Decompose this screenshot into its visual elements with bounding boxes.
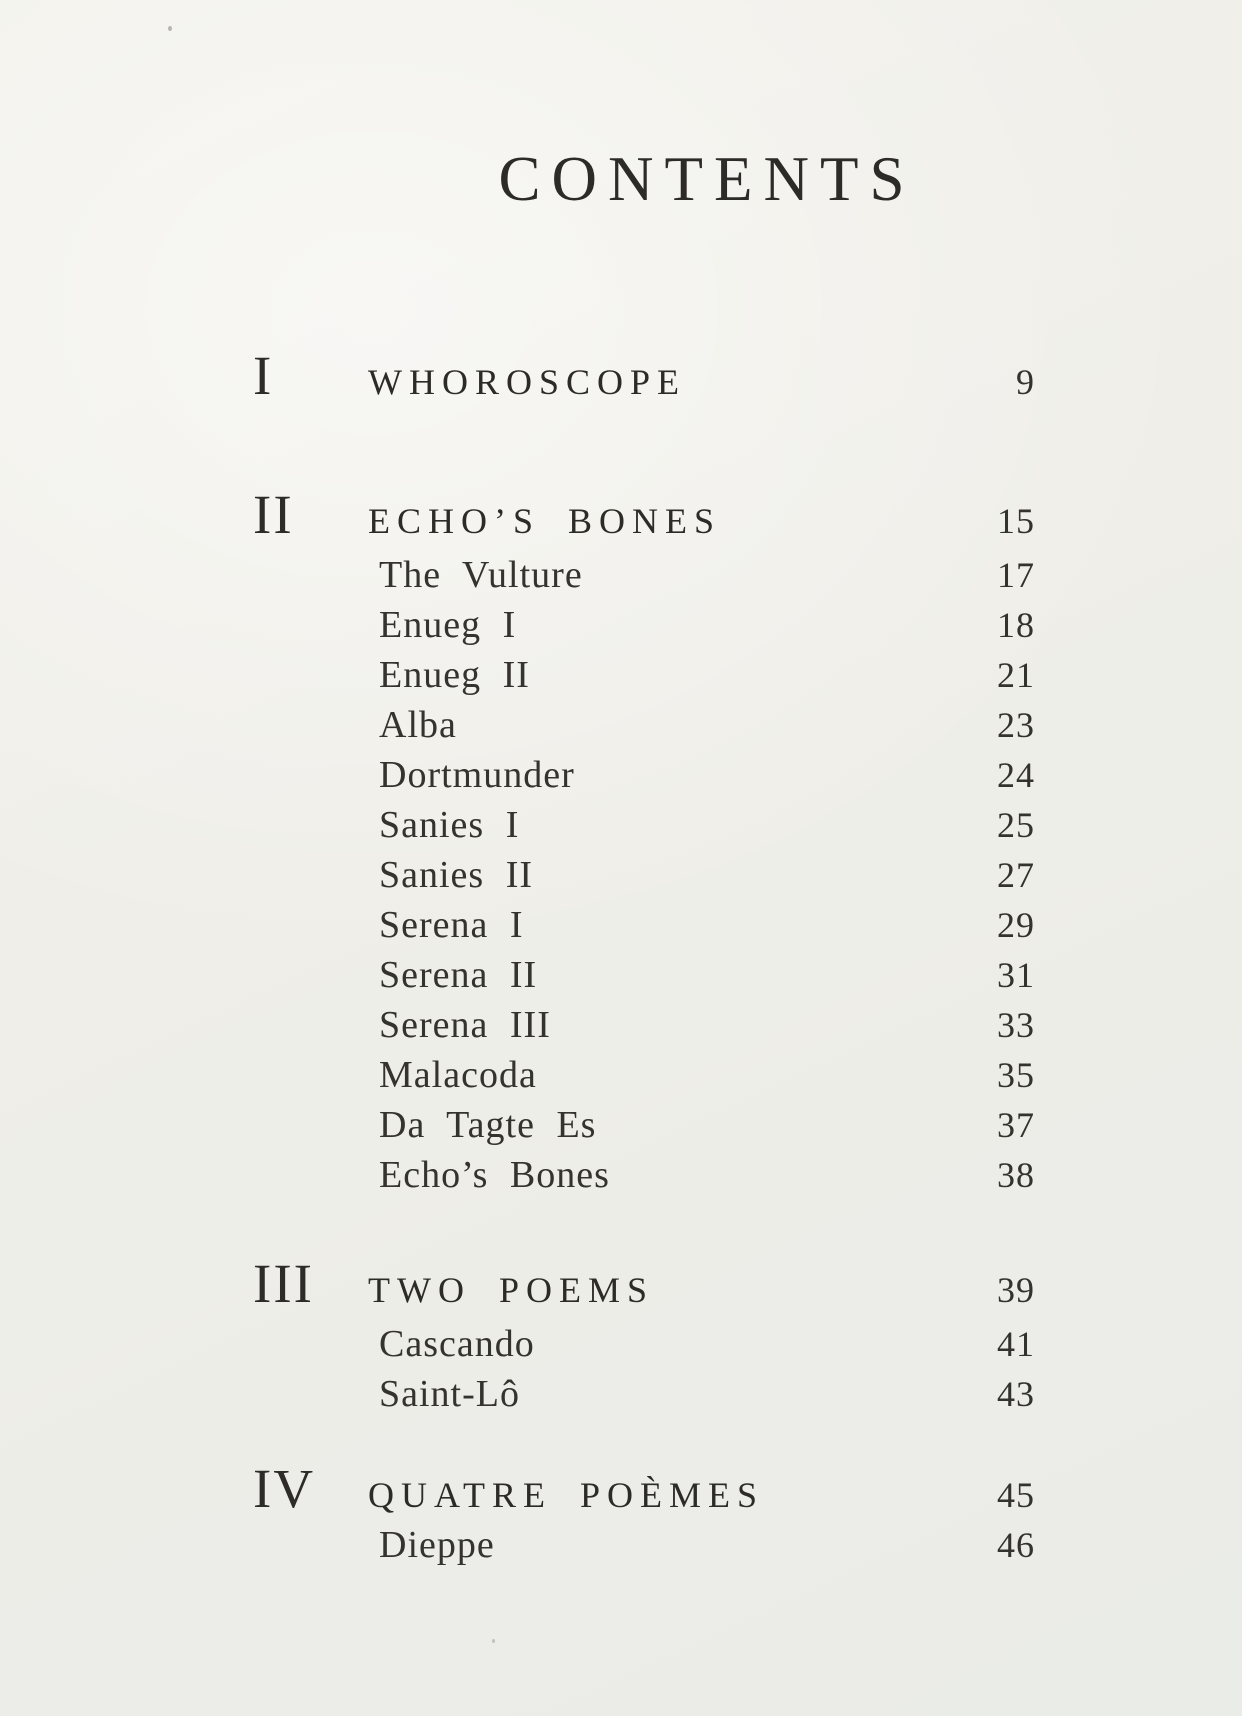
- item-page-number: 24: [997, 755, 1035, 795]
- item-page-number: 31: [997, 955, 1035, 995]
- toc-item-list: [253, 1526, 1035, 1576]
- section-numeral: III: [253, 1253, 314, 1314]
- item-title: Serena III: [379, 1004, 551, 1046]
- item-page-number: 41: [997, 1324, 1035, 1364]
- item-title: Dortmunder: [379, 754, 575, 796]
- item-page-number: 27: [997, 855, 1035, 895]
- toc-section-heading: [253, 484, 1035, 545]
- section-title: QUATRE POÈMES: [368, 1475, 765, 1515]
- paper-speck: [492, 1639, 495, 1643]
- section-page-number: 39: [997, 1270, 1035, 1310]
- item-page-number: 33: [997, 1005, 1035, 1045]
- toc-item: [253, 556, 1035, 606]
- item-title: Serena I: [379, 904, 524, 946]
- section-numeral: IV: [253, 1458, 316, 1519]
- item-title: The Vulture: [379, 554, 583, 596]
- item-title: Dieppe: [379, 1524, 495, 1566]
- item-page-number: 35: [997, 1055, 1035, 1095]
- item-page-number: 37: [997, 1105, 1035, 1145]
- toc-item: [253, 1325, 1035, 1375]
- toc-item: [253, 956, 1035, 1006]
- item-title: Da Tagte Es: [379, 1104, 597, 1146]
- toc-item: [253, 1375, 1035, 1425]
- toc-item: [253, 1106, 1035, 1156]
- section-page-number: 9: [1016, 362, 1035, 402]
- page-title: CONTENTS: [498, 144, 916, 214]
- toc-section-heading: [253, 1253, 1035, 1314]
- toc-section-heading: [253, 345, 1035, 406]
- toc-item: [253, 906, 1035, 956]
- item-title: Serena II: [379, 954, 538, 996]
- item-title: Enueg I: [379, 604, 517, 646]
- toc-item: [253, 756, 1035, 806]
- toc-item-list: [253, 556, 1035, 1206]
- section-numeral: I: [253, 345, 274, 406]
- item-page-number: 29: [997, 905, 1035, 945]
- toc: [253, 0, 1035, 1576]
- item-page-number: 43: [997, 1374, 1035, 1414]
- item-page-number: 18: [997, 605, 1035, 645]
- item-page-number: 17: [997, 555, 1035, 595]
- item-title: Alba: [379, 704, 457, 746]
- item-page-number: 25: [997, 805, 1035, 845]
- section-numeral: II: [253, 484, 294, 545]
- toc-item: [253, 806, 1035, 856]
- item-page-number: 46: [997, 1525, 1035, 1565]
- item-title: Malacoda: [379, 1054, 537, 1096]
- toc-item: [253, 1526, 1035, 1576]
- item-title: Echo’s Bones: [379, 1154, 610, 1196]
- section-title: ECHO’S BONES: [368, 501, 722, 541]
- item-title: Sanies I: [379, 804, 520, 846]
- item-page-number: 23: [997, 705, 1035, 745]
- toc-item: [253, 1156, 1035, 1206]
- item-title: Sanies II: [379, 854, 534, 896]
- toc-item-list: [253, 1325, 1035, 1425]
- section-page-number: 45: [997, 1475, 1035, 1515]
- toc-item: [253, 856, 1035, 906]
- paper-speck: [168, 26, 172, 31]
- toc-item: [253, 706, 1035, 756]
- toc-item: [253, 656, 1035, 706]
- toc-item: [253, 1006, 1035, 1056]
- section-title: WHOROSCOPE: [368, 362, 687, 402]
- item-page-number: 38: [997, 1155, 1035, 1195]
- item-title: Saint-Lô: [379, 1373, 520, 1415]
- item-title: Enueg II: [379, 654, 530, 696]
- section-page-number: 15: [997, 501, 1035, 541]
- toc-section-heading: [253, 1458, 1035, 1519]
- toc-item: [253, 1056, 1035, 1106]
- section-title: TWO POEMS: [368, 1270, 655, 1310]
- item-title: Cascando: [379, 1323, 535, 1365]
- item-page-number: 21: [997, 655, 1035, 695]
- toc-item: [253, 606, 1035, 656]
